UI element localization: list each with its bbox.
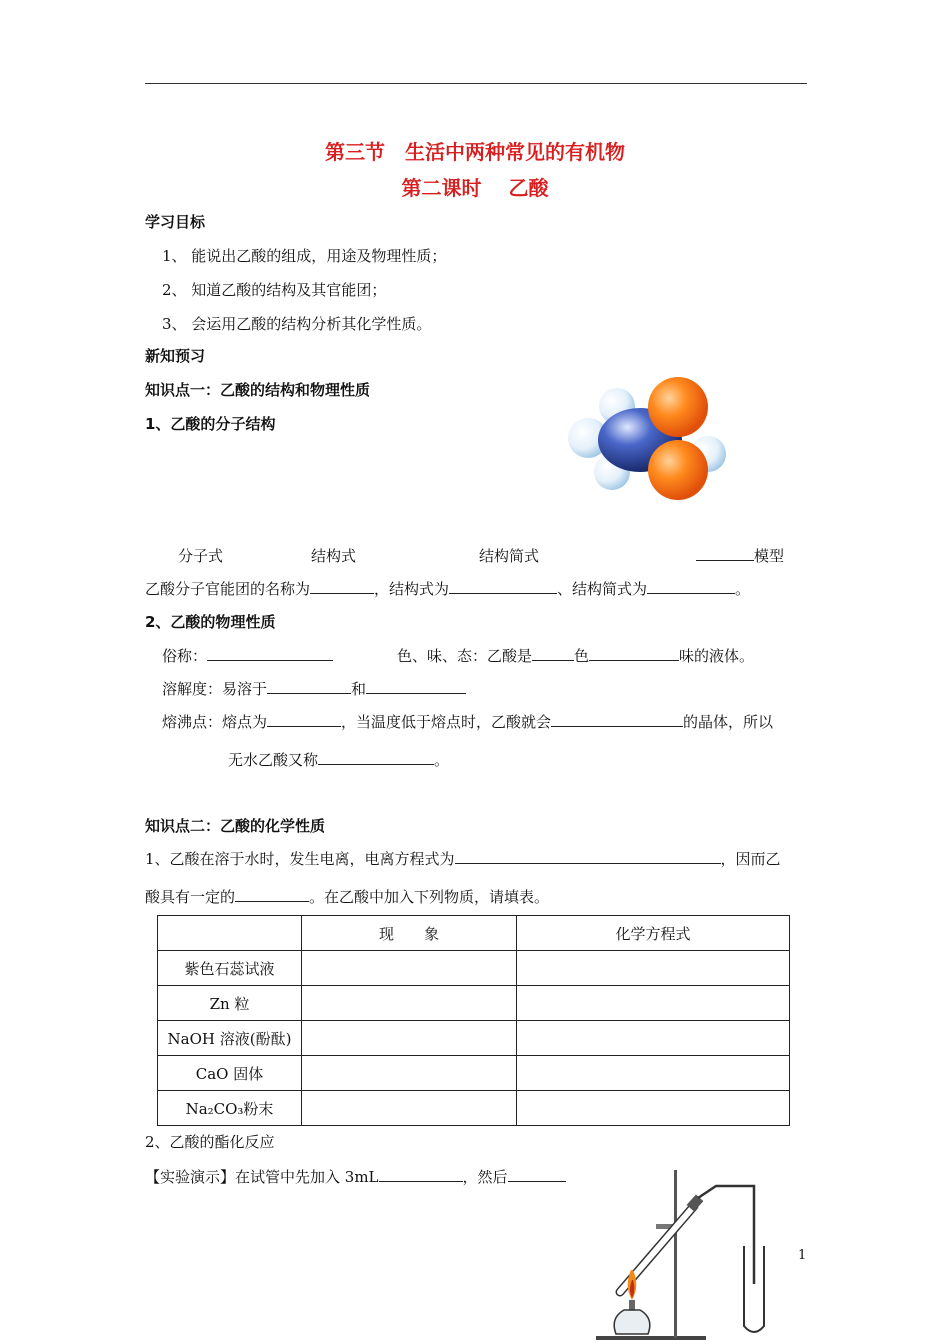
lamp-wick (629, 1300, 635, 1310)
melting-point-line: 熔沸点：熔点为 ，当温度低于熔点时，乙酸就会 的晶体，所以 (162, 713, 774, 731)
header-rule (145, 83, 807, 84)
oxygen-atom (648, 377, 708, 437)
blank[interactable] (366, 678, 466, 694)
objective-item: 1、 能说出乙酸的组成，用途及物理性质； (162, 247, 447, 265)
table-header-cell: 化学方程式 (517, 916, 790, 951)
objectives-heading: 学习目标 (145, 213, 206, 231)
reagent-cell: Na₂CO₃粉末 (158, 1091, 302, 1126)
label-formula: 分子式 (178, 547, 224, 565)
ionization-line: 1、乙酸在溶于水时，发生电离，电离方程式为 ，因而乙 (145, 850, 781, 868)
table-row (158, 986, 790, 1021)
esterification-apparatus-image (596, 1166, 786, 1344)
label-structural: 结构式 (311, 547, 357, 565)
blank[interactable] (532, 645, 574, 661)
blank[interactable] (589, 645, 679, 661)
kp2-heading: 知识点二：乙酸的化学性质 (145, 817, 326, 835)
equation-cell[interactable] (517, 1056, 790, 1091)
blank[interactable] (267, 711, 341, 727)
blank[interactable] (508, 1166, 566, 1182)
blank[interactable] (647, 578, 735, 594)
equation-cell[interactable] (517, 1021, 790, 1056)
equation-cell[interactable] (517, 1091, 790, 1126)
experiment-line: 【实验演示】在试管中先加入 3mL ，然后 (145, 1166, 566, 1187)
page-title: 第三节 生活中两种常见的有机物 (325, 140, 625, 164)
reaction-table (157, 915, 790, 1126)
equation-cell[interactable] (517, 951, 790, 986)
functional-group-line: 乙酸分子官能团的名称为 ，结构式为 、结构简式为 。 (145, 580, 751, 598)
table-header-row (158, 916, 790, 951)
stand-base (596, 1336, 706, 1340)
label-simplified: 结构简式 (479, 547, 540, 565)
label-model: 模型 (696, 545, 784, 566)
table-row (158, 1021, 790, 1056)
solubility-line: 溶解度：易溶于 和 (162, 678, 466, 699)
table-header-cell: 现 象 (302, 916, 517, 951)
blank[interactable] (207, 645, 333, 661)
phenomenon-cell[interactable] (302, 1091, 517, 1126)
objective-item: 2、 知道乙酸的结构及其官能团； (162, 281, 387, 299)
blank[interactable] (267, 678, 351, 694)
oxygen-atom (648, 440, 708, 500)
table-row (158, 951, 790, 986)
reagent-cell: 紫色石蕊试液 (158, 951, 302, 986)
stand-rod (674, 1170, 677, 1338)
phenomenon-cell[interactable] (302, 1056, 517, 1091)
phenomenon-cell[interactable] (302, 1021, 517, 1056)
table-row (158, 1056, 790, 1091)
common-name-line: 俗称： (162, 645, 333, 666)
kp1-sub-physical: 2、乙酸的物理性质 (145, 613, 276, 631)
blank[interactable] (318, 749, 434, 765)
table-row (158, 1091, 790, 1126)
reagent-cell: Zn 粒 (158, 986, 302, 1021)
kp1-sub-structure: 1、乙酸的分子结构 (145, 415, 276, 433)
preview-heading: 新知预习 (145, 347, 206, 365)
blank[interactable] (551, 711, 683, 727)
anhydrous-line: 无水乙酸又称 。 (228, 751, 450, 769)
phenomenon-cell[interactable] (302, 951, 517, 986)
blank[interactable] (235, 886, 309, 902)
blank[interactable] (455, 848, 721, 864)
delivery-tube (698, 1186, 754, 1284)
kp1-heading: 知识点一：乙酸的结构和物理性质 (145, 381, 371, 399)
acidity-line: 酸具有一定的 。在乙酸中加入下列物质，请填表。 (145, 888, 550, 906)
color-line: 色、味、态：乙酸是 色 味的液体。 (397, 647, 755, 665)
objective-item: 3、 会运用乙酸的结构分析其化学性质。 (162, 315, 432, 333)
acetic-acid-model-image (560, 372, 740, 507)
blank[interactable] (379, 1166, 463, 1182)
blank[interactable] (696, 545, 754, 561)
esterification-heading: 2、乙酸的酯化反应 (145, 1133, 275, 1151)
reagent-cell: CaO 固体 (158, 1056, 302, 1091)
page-subtitle: 第二课时 乙酸 (401, 176, 549, 200)
blank[interactable] (449, 578, 557, 594)
phenomenon-cell[interactable] (302, 986, 517, 1021)
alcohol-lamp (614, 1310, 650, 1334)
page-number: 1 (798, 1248, 807, 1263)
blank[interactable] (310, 578, 374, 594)
table-header-cell (158, 916, 302, 951)
equation-cell[interactable] (517, 986, 790, 1021)
reagent-cell: NaOH 溶液(酚酞) (158, 1021, 302, 1056)
